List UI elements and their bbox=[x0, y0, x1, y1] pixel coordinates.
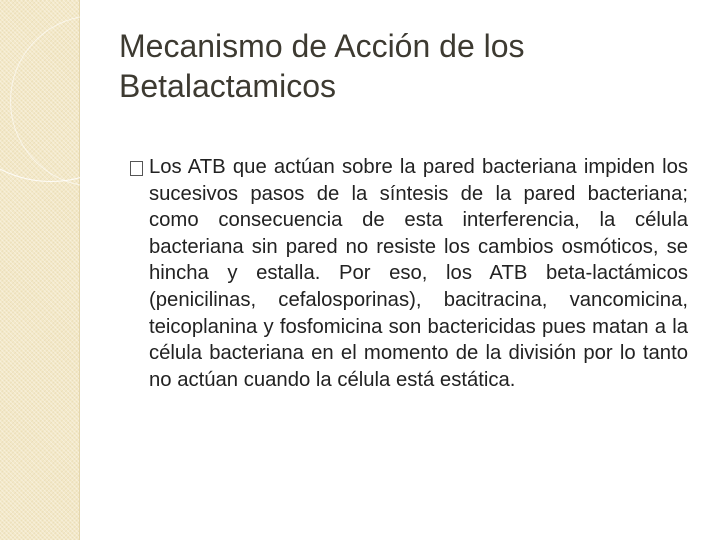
bullet-item bbox=[130, 154, 688, 393]
bullet-text: Los ATB que actúan sobre la pared bacteriana impiden los sucesivos pasos de la síntesis de la pared bacteriana; como consecuencia de esta interferencia, la célula bacteriana sin pared no resiste los cambios osmóticos, se hincha y estalla. Por eso, los ATB beta-lactámicos (penicilinas, cefalosporinas), bacitracina, vancomicina, teicoplanina y fosfomicina son bactericidas pues matan a la célula bacteriana en el momento de la división por lo tanto no actúan cuando la célula está estática. bbox=[149, 156, 688, 391]
slide-title: Mecanismo de Acción de los Betalactamicos bbox=[119, 28, 525, 104]
square-bullet-icon bbox=[130, 161, 143, 176]
